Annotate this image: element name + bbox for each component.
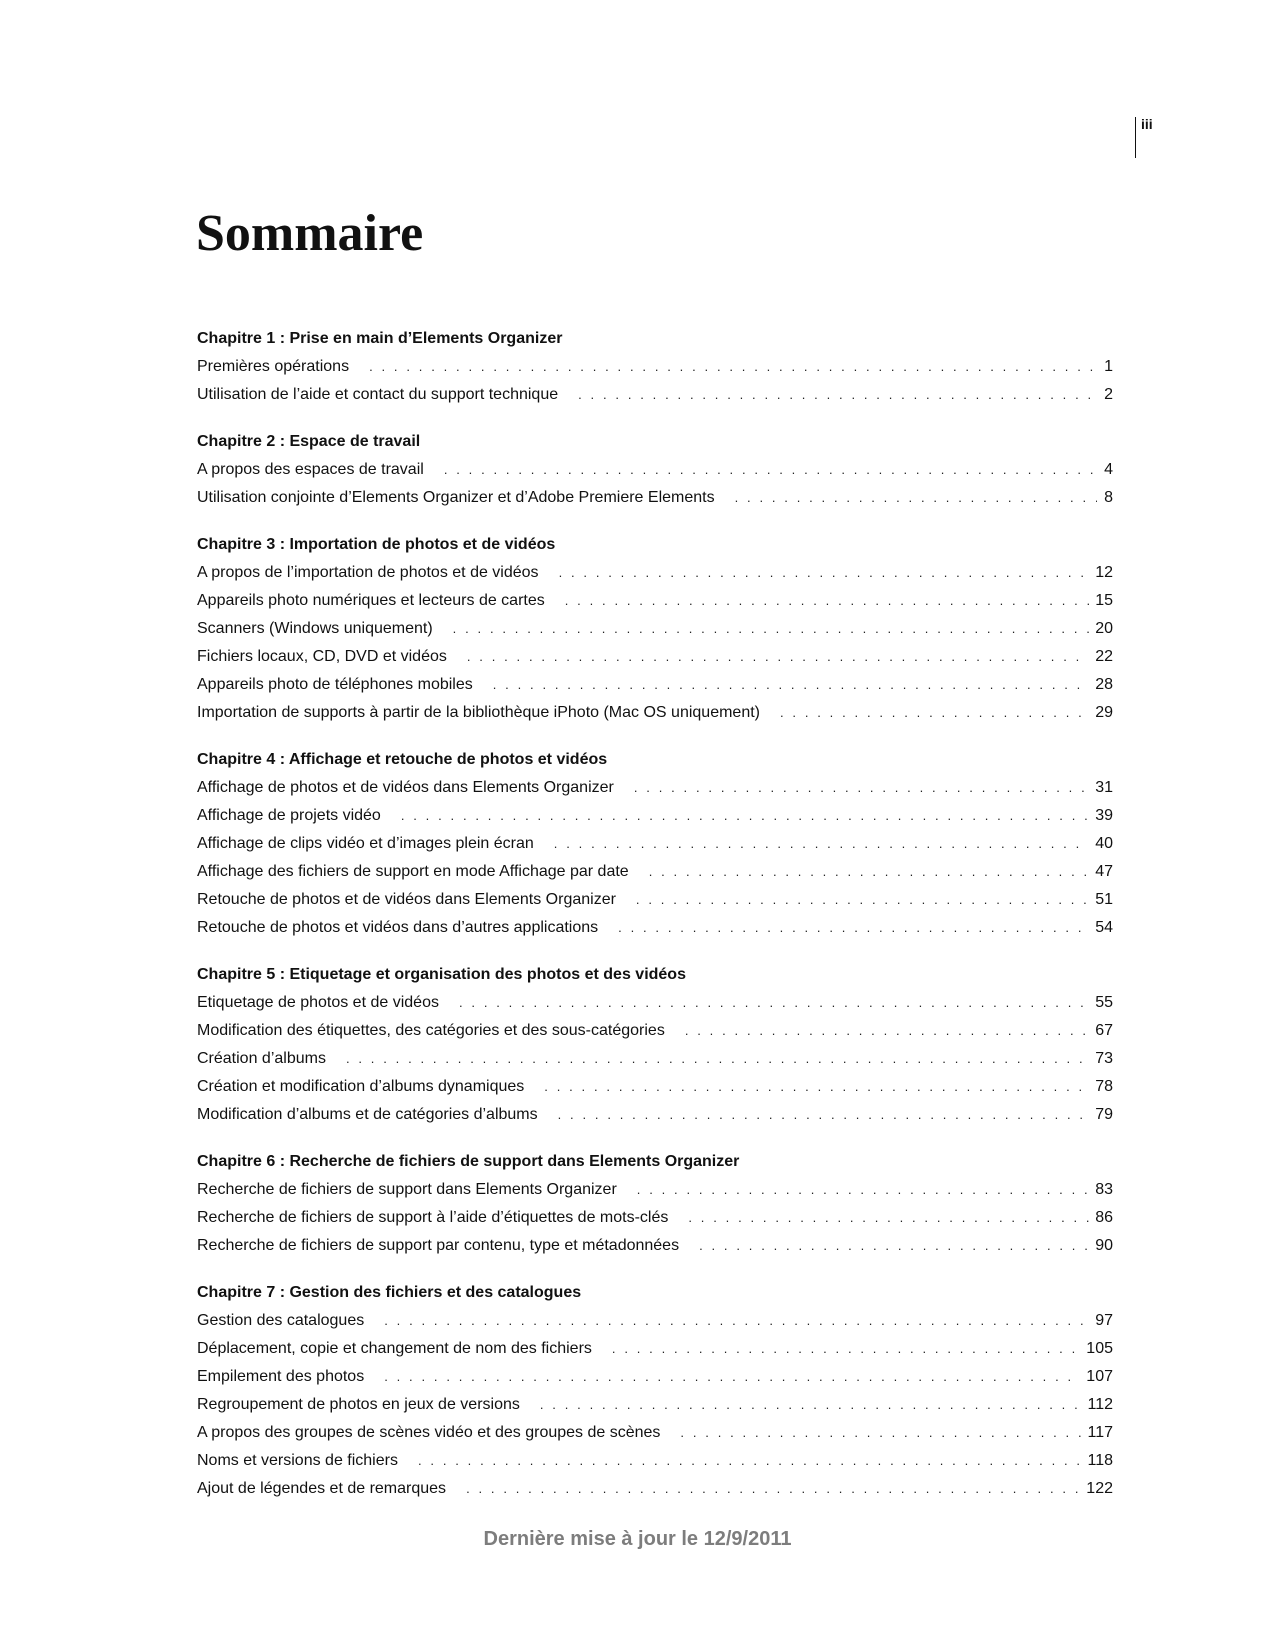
toc-chapter <box>197 1279 1113 1503</box>
toc-entry-page-number[interactable]: 8 <box>1104 489 1113 506</box>
toc-entry-label[interactable]: Retouche de photos et vidéos dans d’autres applications <box>197 919 599 936</box>
toc-entry-label[interactable]: Retouche de photos et de vidéos dans Elements Organizer <box>197 891 616 908</box>
toc-entry-label[interactable]: A propos des espaces de travail <box>197 461 424 478</box>
chapter-title[interactable]: Chapitre 5 : Etiquetage et organisation des photos et des vidéos <box>197 966 686 983</box>
page-number: iii <box>1141 116 1153 132</box>
toc-entry-page-number[interactable]: 118 <box>1087 1452 1113 1469</box>
toc-entry[interactable] <box>197 615 1113 643</box>
toc-entry-page-number[interactable]: 97 <box>1095 1312 1113 1329</box>
dot-leader <box>401 802 1089 830</box>
toc-entry[interactable] <box>197 830 1113 858</box>
toc-entry[interactable] <box>197 1391 1113 1419</box>
toc-entry-label[interactable]: Recherche de fichiers de support par contenu, type et métadonnées <box>197 1237 680 1254</box>
dot-leader <box>685 1017 1089 1045</box>
toc-entry-label[interactable]: Noms et versions de fichiers <box>197 1452 398 1469</box>
dot-leader <box>554 830 1089 858</box>
toc-entry-page-number[interactable]: 29 <box>1095 704 1113 721</box>
toc-chapter <box>197 428 1113 512</box>
toc-entry-page-number[interactable]: 47 <box>1095 863 1113 880</box>
toc-entry[interactable] <box>197 1045 1113 1073</box>
toc-entry[interactable] <box>197 559 1113 587</box>
toc-entry-page-number[interactable]: 4 <box>1104 461 1113 478</box>
toc-entry-label[interactable]: Fichiers locaux, CD, DVD et vidéos <box>197 648 447 665</box>
toc-entry[interactable] <box>197 802 1113 830</box>
dot-leader <box>634 774 1089 802</box>
dot-leader <box>780 699 1089 727</box>
toc-entry[interactable] <box>197 456 1113 484</box>
toc-entry-label[interactable]: Scanners (Windows uniquement) <box>197 620 433 637</box>
toc-entry-page-number[interactable]: 117 <box>1087 1424 1113 1441</box>
dot-leader <box>466 1475 1080 1503</box>
toc-entry-page-number[interactable]: 12 <box>1095 564 1113 581</box>
toc-entry-label[interactable]: Etiquetage de photos et de vidéos <box>197 994 439 1011</box>
page-number-rule <box>1135 117 1136 158</box>
dot-leader <box>544 1073 1089 1101</box>
toc-entry-label[interactable]: Création d’albums <box>197 1050 326 1067</box>
table-of-contents <box>197 325 1113 1522</box>
dot-leader <box>346 1045 1089 1073</box>
chapter-title[interactable]: Chapitre 6 : Recherche de fichiers de support dans Elements Organizer <box>197 1153 740 1170</box>
dot-leader <box>444 456 1097 484</box>
toc-entry-label[interactable]: Affichage de projets vidéo <box>197 807 381 824</box>
dot-leader <box>636 886 1089 914</box>
toc-entry-page-number[interactable]: 107 <box>1086 1368 1113 1385</box>
toc-chapter <box>197 531 1113 727</box>
dot-leader <box>578 381 1097 409</box>
last-updated-footer: Dernière mise à jour le 12/9/2011 <box>483 1528 792 1550</box>
toc-entry-label[interactable]: Modification d’albums et de catégories d’albums <box>197 1106 538 1123</box>
toc-entry-page-number[interactable]: 28 <box>1095 676 1113 693</box>
toc-entry-page-number[interactable]: 78 <box>1095 1078 1113 1095</box>
dot-leader <box>467 643 1089 671</box>
toc-entry[interactable] <box>197 1447 1113 1475</box>
toc-entry-label[interactable]: Ajout de légendes et de remarques <box>197 1480 447 1497</box>
toc-entry[interactable] <box>197 858 1113 886</box>
toc-entry-page-number[interactable]: 83 <box>1095 1181 1113 1198</box>
toc-entry-page-number[interactable]: 54 <box>1095 919 1113 936</box>
toc-entry-label[interactable]: Premières opérations <box>197 358 350 375</box>
toc-entry-page-number[interactable]: 73 <box>1095 1050 1113 1067</box>
toc-entry[interactable] <box>197 1363 1113 1391</box>
toc-entry[interactable] <box>197 1204 1113 1232</box>
toc-entry-page-number[interactable]: 1 <box>1104 358 1113 375</box>
toc-entry-page-number[interactable]: 105 <box>1086 1340 1113 1357</box>
toc-entry-label[interactable]: Regroupement de photos en jeux de versions <box>197 1396 520 1413</box>
toc-entry-label[interactable]: Appareils photo de téléphones mobiles <box>197 676 473 693</box>
toc-entry-label[interactable]: Utilisation de l’aide et contact du support technique <box>197 386 559 403</box>
dot-leader <box>680 1419 1081 1447</box>
toc-entry[interactable] <box>197 1073 1113 1101</box>
dot-leader <box>565 587 1089 615</box>
toc-entry[interactable] <box>197 1232 1113 1260</box>
toc-entry-page-number[interactable]: 40 <box>1095 835 1113 852</box>
toc-entry-label[interactable]: Importation de supports à partir de la bibliothèque iPhoto (Mac OS uniquement) <box>197 704 760 721</box>
toc-entry[interactable] <box>197 353 1113 381</box>
dot-leader <box>493 671 1089 699</box>
dot-leader <box>618 914 1089 942</box>
dot-leader <box>558 1101 1090 1129</box>
toc-entry-label[interactable]: Affichage de clips vidéo et d’images plein écran <box>197 835 534 852</box>
toc-entry-page-number[interactable]: 51 <box>1095 891 1113 908</box>
dot-leader <box>559 559 1090 587</box>
dot-leader <box>384 1307 1089 1335</box>
toc-entry[interactable] <box>197 643 1113 671</box>
toc-entry-label[interactable]: A propos des groupes de scènes vidéo et des groupes de scènes <box>197 1424 661 1441</box>
chapter-title[interactable]: Chapitre 1 : Prise en main d’Elements Organizer <box>197 330 563 347</box>
toc-entry[interactable] <box>197 1475 1113 1503</box>
toc-entry[interactable] <box>197 1176 1113 1204</box>
chapter-title[interactable]: Chapitre 7 : Gestion des fichiers et des catalogues <box>197 1284 582 1301</box>
toc-entry[interactable] <box>197 1307 1113 1335</box>
toc-entry[interactable] <box>197 1335 1113 1363</box>
dot-leader <box>637 1176 1089 1204</box>
toc-entry[interactable] <box>197 989 1113 1017</box>
toc-chapter <box>197 1148 1113 1260</box>
toc-entry[interactable] <box>197 587 1113 615</box>
toc-entry[interactable] <box>197 671 1113 699</box>
toc-entry[interactable] <box>197 774 1113 802</box>
toc-entry-page-number[interactable]: 90 <box>1095 1237 1113 1254</box>
toc-entry[interactable] <box>197 1017 1113 1045</box>
toc-entry-page-number[interactable]: 2 <box>1104 386 1113 403</box>
toc-entry-page-number[interactable]: 86 <box>1095 1209 1113 1226</box>
dot-leader <box>735 484 1097 512</box>
toc-entry-label[interactable]: Recherche de fichiers de support dans Elements Organizer <box>197 1181 617 1198</box>
dot-leader <box>540 1391 1082 1419</box>
toc-entry[interactable] <box>197 914 1113 942</box>
toc-entry[interactable] <box>197 886 1113 914</box>
toc-entry-page-number[interactable]: 112 <box>1087 1396 1113 1413</box>
toc-entry-page-number[interactable]: 39 <box>1095 807 1113 824</box>
dot-leader <box>418 1447 1082 1475</box>
toc-entry-page-number[interactable]: 22 <box>1095 648 1113 665</box>
dot-leader <box>459 989 1089 1017</box>
toc-chapter <box>197 961 1113 1129</box>
toc-entry-page-number[interactable]: 79 <box>1095 1106 1113 1123</box>
chapter-title[interactable]: Chapitre 4 : Affichage et retouche de photos et vidéos <box>197 751 608 768</box>
toc-entry-label[interactable]: Affichage de photos et de vidéos dans Elements Organizer <box>197 779 614 796</box>
page-title: Sommaire <box>196 205 424 262</box>
toc-entry-page-number[interactable]: 15 <box>1095 592 1113 609</box>
chapter-title[interactable]: Chapitre 3 : Importation de photos et de vidéos <box>197 536 556 553</box>
dot-leader <box>699 1232 1089 1260</box>
toc-entry[interactable] <box>197 1101 1113 1129</box>
toc-entry[interactable] <box>197 1419 1113 1447</box>
dot-leader <box>369 353 1097 381</box>
toc-entry-page-number[interactable]: 20 <box>1095 620 1113 637</box>
chapter-title[interactable]: Chapitre 2 : Espace de travail <box>197 433 421 450</box>
toc-chapter <box>197 325 1113 409</box>
toc-entry-label[interactable]: Création et modification d’albums dynamiques <box>197 1078 525 1095</box>
toc-entry[interactable] <box>197 699 1113 727</box>
dot-leader <box>453 615 1090 643</box>
toc-entry-label[interactable]: Gestion des catalogues <box>197 1312 365 1329</box>
dot-leader <box>384 1363 1080 1391</box>
toc-entry-label[interactable]: Affichage des fichiers de support en mode Affichage par date <box>197 863 629 880</box>
toc-entry-page-number[interactable]: 31 <box>1095 779 1113 796</box>
toc-entry-label[interactable]: Appareils photo numériques et lecteurs de cartes <box>197 592 545 609</box>
toc-entry-label[interactable]: Déplacement, copie et changement de nom des fichiers <box>197 1340 592 1357</box>
toc-chapter <box>197 746 1113 942</box>
toc-entry[interactable] <box>197 484 1113 512</box>
toc-entry-label[interactable]: Empilement des photos <box>197 1368 365 1385</box>
toc-entry[interactable] <box>197 381 1113 409</box>
toc-entry-page-number[interactable]: 122 <box>1086 1480 1113 1497</box>
dot-leader <box>612 1335 1080 1363</box>
dot-leader <box>649 858 1090 886</box>
toc-entry-label[interactable]: A propos de l’importation de photos et de vidéos <box>197 564 539 581</box>
toc-entry-page-number[interactable]: 55 <box>1095 994 1113 1011</box>
toc-entry-label[interactable]: Recherche de fichiers de support à l’aide d’étiquettes de mots-clés <box>197 1209 669 1226</box>
dot-leader <box>688 1204 1089 1232</box>
toc-entry-label[interactable]: Utilisation conjointe d’Elements Organizer et d’Adobe Premiere Elements <box>197 489 715 506</box>
toc-entry-page-number[interactable]: 67 <box>1095 1022 1113 1039</box>
toc-entry-label[interactable]: Modification des étiquettes, des catégories et des sous-catégories <box>197 1022 665 1039</box>
